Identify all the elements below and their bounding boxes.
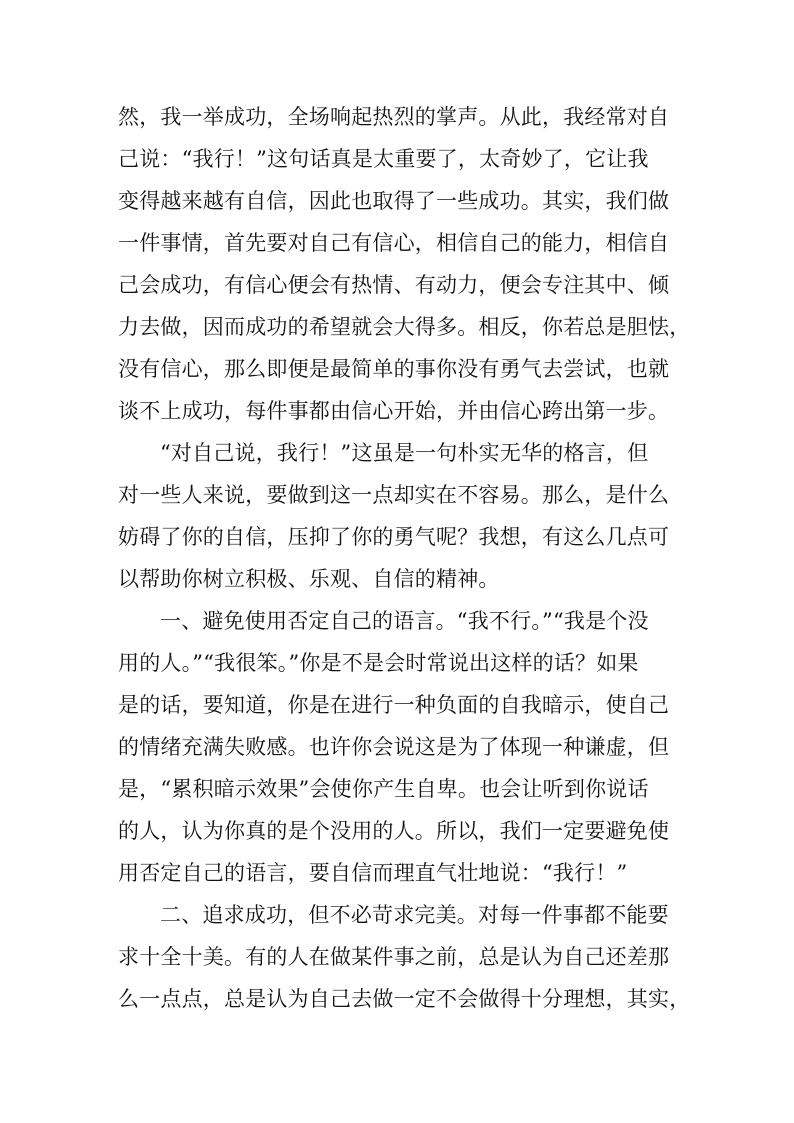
body-text-line: 妨碍了你的自信，压抑了你的勇气呢？我想，有这么几点可	[118, 525, 670, 549]
body-text-line: 的人，认为你真的是个没用的人。所以，我们一定要避免使	[118, 819, 670, 843]
body-text-line: 对一些人来说，要做到这一点却实在不容易。那么，是什么	[118, 483, 670, 507]
body-text-line: 用否定自己的语言，要自信而理直气壮地说：“我行！”	[118, 861, 628, 885]
body-text-line: 然，我一举成功，全场响起热烈的掌声。从此，我经常对自	[118, 105, 670, 129]
body-text-line: 谈不上成功，每件事都由信心开始，并由信心跨出第一步。	[118, 399, 670, 423]
body-text-line: 以帮助你树立积极、乐观、自信的精神。	[118, 567, 500, 591]
body-text-line: 用的人。”“我很笨。”你是不是会时常说出这样的话？如果	[118, 651, 639, 675]
paragraph-start-line: “对自己说，我行！”这虽是一句朴实无华的格言，但	[160, 441, 649, 465]
body-text-line: 求十全十美。有的人在做某件事之前，总是认为自己还差那	[118, 945, 670, 969]
paragraph-start-line: 二、追求成功，但不必苛求完美。对每一件事都不能要	[160, 903, 669, 927]
body-text-line: 变得越来越有自信，因此也取得了一些成功。其实，我们做	[118, 189, 670, 213]
body-text-line: 是的话，要知道，你是在进行一种负面的自我暗示，使自己	[118, 693, 670, 717]
body-text-line: 力去做，因而成功的希望就会大得多。相反，你若总是胆怯，	[118, 315, 691, 339]
body-text-line: 是，“累积暗示效果”会使你产生自卑。也会让听到你说话	[118, 777, 649, 801]
paragraph-start-line: 一、避免使用否定自己的语言。“我不行。”“我是个没	[160, 609, 649, 633]
body-text-line: 己会成功，有信心便会有热情、有动力，便会专注其中、倾	[118, 273, 670, 297]
body-text-line: 没有信心，那么即便是最简单的事你没有勇气去尝试，也就	[118, 357, 670, 381]
body-text-line: 的情绪充满失败感。也许你会说这是为了体现一种谦虚，但	[118, 735, 670, 759]
body-text-line: 己说：“我行！”这句话真是太重要了，太奇妙了，它让我	[118, 147, 649, 171]
body-text-line: 么一点点，总是认为自己去做一定不会做得十分理想，其实，	[118, 987, 691, 1011]
body-text-line: 一件事情，首先要对自己有信心，相信自己的能力，相信自	[118, 231, 670, 255]
